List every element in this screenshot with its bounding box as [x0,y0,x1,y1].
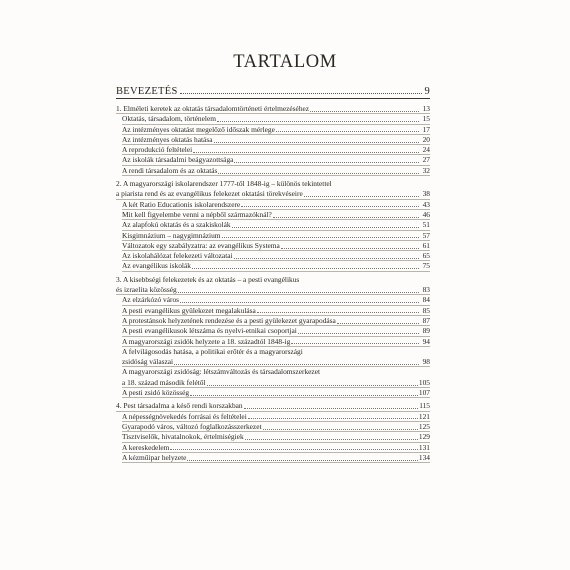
dot-leader [187,460,417,461]
toc-entry-page: 87 [422,315,430,325]
toc-entry-title: 2. A magyarországi iskolarendszer 1777-től 1848-ig – különös tekintettel [116,179,332,189]
dot-leader [257,312,419,313]
dot-leader [276,131,419,132]
toc-entry-title: 4. Pest társadalma a késő rendi korszakban [116,401,243,411]
toc-entry-page: 24 [422,145,430,155]
toc-entry-page: 61 [422,240,430,250]
toc-entry-title: A reprodukció feltételei [122,145,193,155]
toc-section-entry[interactable] [116,357,430,367]
dot-leader [245,439,418,440]
dot-leader [337,323,419,324]
toc-entry-title: és izraelita közösség [116,285,177,295]
toc-entry-title: Oktatás, társadalom, történelem [122,114,216,124]
toc-entry-page: 89 [422,326,430,336]
dot-leader [234,258,419,259]
toc-entry-title: A kereskedelem [122,442,170,452]
toc-section-entry[interactable] [116,200,430,210]
toc-entry-page: 15 [422,114,430,124]
toc-entry-page: 134 [418,452,430,462]
toc-entry-page: 125 [418,421,430,431]
toc-chapter-entry[interactable] [116,275,430,285]
toc-entry-title: Az evangélikus iskolák [122,261,191,271]
toc-chapter-entry[interactable] [116,285,430,295]
toc-section-entry[interactable] [116,231,430,241]
toc-entry-page: 84 [422,295,430,305]
dot-leader [190,395,418,396]
toc-entry-title: Az alapfokú oktatás és a szakiskolák [122,220,231,230]
dot-leader [248,418,418,419]
toc-entry-title: 3. A kisebbségi felekezetek és az oktatás – a pesti evangélikus [116,274,300,284]
toc-section-entry[interactable] [116,251,430,261]
dot-leader [232,227,419,228]
toc-entry-page: 129 [418,432,430,442]
toc-entry-title: A protestánsok helyzetének rendezése és a pesti gyülekezet gyarapodása [122,315,336,325]
dot-leader [207,385,418,386]
toc-section-entry[interactable] [116,306,430,316]
toc-intro-page: 9 [424,86,430,97]
toc-entry-page: 20 [422,134,430,144]
toc-entry-title: Az iskolahálózat felekezeti változatai [122,251,233,261]
dot-leader [281,248,419,249]
toc-entry-page: 131 [418,442,430,452]
toc-entry-page: 51 [422,220,430,230]
toc-entry-page: 105 [418,377,430,387]
toc-section-entry[interactable] [116,337,430,347]
toc-entry-page: 75 [422,261,430,271]
toc-section-entry[interactable] [116,135,430,145]
toc-section-entry[interactable] [116,412,430,422]
toc-entry-title: Változatok egy szabályzatra: az evangélikus Systema [122,240,280,250]
dot-leader [291,343,419,344]
toc-intro-entry[interactable] [116,80,430,99]
toc-entry-title: Az elzárkózó város [122,295,180,305]
dot-leader [222,237,419,238]
toc-entry-page: 65 [422,251,430,261]
toc-entry-page: 13 [422,104,430,113]
toc-section-entry[interactable] [116,114,430,124]
toc-entry-title: zsidóság válaszai [122,357,174,367]
toc-section-entry[interactable] [116,388,430,398]
toc-entry-page: 98 [422,357,430,367]
toc-entry-title: A népességnövekedés forrásai és feltételei [122,411,247,421]
toc-entry-title: a 18. század második felétől [122,377,206,387]
dot-leader [218,173,419,174]
dot-leader [193,152,419,153]
toc-entry-page: 115 [419,401,430,411]
dot-leader [273,217,419,218]
toc-entry-title: Az intézményes oktatást megelőző időszak mérlege [122,124,275,134]
dot-leader [180,302,419,303]
dot-leader [174,364,419,365]
toc-entry-page: 38 [422,189,430,199]
toc-intro-label: BEVEZETÉS [116,86,178,97]
toc-entry-title: Gyarapodó város, változó foglalkozásszerkezet [122,421,262,431]
toc-chapter-entry[interactable] [116,104,430,114]
toc-entry-title: Kisgimnázium – nagygimnázium [122,230,221,240]
toc-entry-title: A rendi társadalom és az oktatás [122,165,218,175]
toc-entry-title: Az intézményes oktatás hatása [122,134,213,144]
dot-leader [263,429,418,430]
toc-section-entry[interactable] [116,347,430,357]
toc-entry-page: 32 [422,165,430,175]
toc-section-entry[interactable] [116,125,430,135]
toc-section-entry[interactable] [116,326,430,336]
toc-section-entry[interactable] [116,155,430,165]
toc-section-entry[interactable] [116,220,430,230]
toc-entry-title: A pesti evangélikus gyülekezet megalakulása [122,305,256,315]
toc-section-entry[interactable] [116,210,430,220]
toc-entry-title: a piarista rend és az evangélikus felekezet oktatási törekvéseire [116,189,303,199]
toc-section-entry[interactable] [116,145,430,155]
dot-leader [234,162,419,163]
toc-entry-page: 43 [422,199,430,209]
toc-entry-title: 1. Elméleti keretek az oktatás társadalomtörténeti értelmezéséhez [116,104,310,113]
toc-section-entry[interactable] [116,261,430,271]
toc-chapter-entry[interactable] [116,189,430,199]
toc-entry-page: 94 [422,336,430,346]
toc-entry-title: Mit kell figyelembe venni a népből származóknál? [122,209,272,219]
toc-section-entry[interactable] [116,453,430,463]
toc-entry-title: Tisztviselők, hivatalnokok, értelmiségiek [122,432,244,442]
dot-leader [192,268,419,269]
toc-entry-page: 121 [418,411,430,421]
dot-leader [298,333,419,334]
toc-section-entry[interactable] [116,316,430,326]
toc-section-entry[interactable] [116,367,430,377]
dot-leader [304,196,419,197]
toc-entry-page: 17 [422,124,430,134]
dot-leader [180,93,423,94]
toc-entry-title: A két Ratio Educationis iskolarendszere [122,199,241,209]
toc-section-entry[interactable] [116,378,430,388]
toc-section-entry[interactable] [116,166,430,176]
toc-entry-title: A pesti evangélikusok létszáma és nyelvi-etnikai csoportjai [122,326,297,336]
toc-entry-title: A kézműipar helyzete [122,452,187,462]
dot-leader [310,111,419,112]
dot-leader [214,142,420,143]
toc-section-entry[interactable] [116,443,430,453]
dot-leader [217,121,419,122]
toc-entry-page: 27 [422,155,430,165]
dot-leader [178,292,419,293]
toc-entry-page: 83 [422,285,430,295]
toc-chapter-entry[interactable] [116,179,430,189]
toc-section-entry[interactable] [116,241,430,251]
toc-entry-title: A magyarországi zsidóság: létszámváltozás és társadalomszerkezet [122,367,321,377]
toc-entry-title: Az iskolák társadalmi beágyazottsága [122,155,234,165]
toc-section-entry[interactable] [116,422,430,432]
dot-leader [170,449,418,450]
toc-entry-title: A felvilágosodás hatása, a politikai erőtér és a magyarországi [122,346,303,356]
toc-entry-page: 107 [418,388,430,398]
toc-section-entry[interactable] [116,432,430,442]
toc-section-entry[interactable] [116,295,430,305]
dot-leader [244,408,419,409]
toc-entry-page: 85 [422,305,430,315]
toc-entry-page: 57 [422,230,430,240]
toc-entry-page: 46 [422,209,430,219]
toc-entry-title: A pesti zsidó közösség [122,388,190,398]
toc-entry-title: A magyarországi zsidók helyzete a 18. századtól 1848-ig [122,336,291,346]
toc-chapter-entry[interactable] [116,401,430,411]
table-of-contents [116,104,430,463]
page-title: TARTALOM [233,52,337,72]
dot-leader [241,206,419,207]
